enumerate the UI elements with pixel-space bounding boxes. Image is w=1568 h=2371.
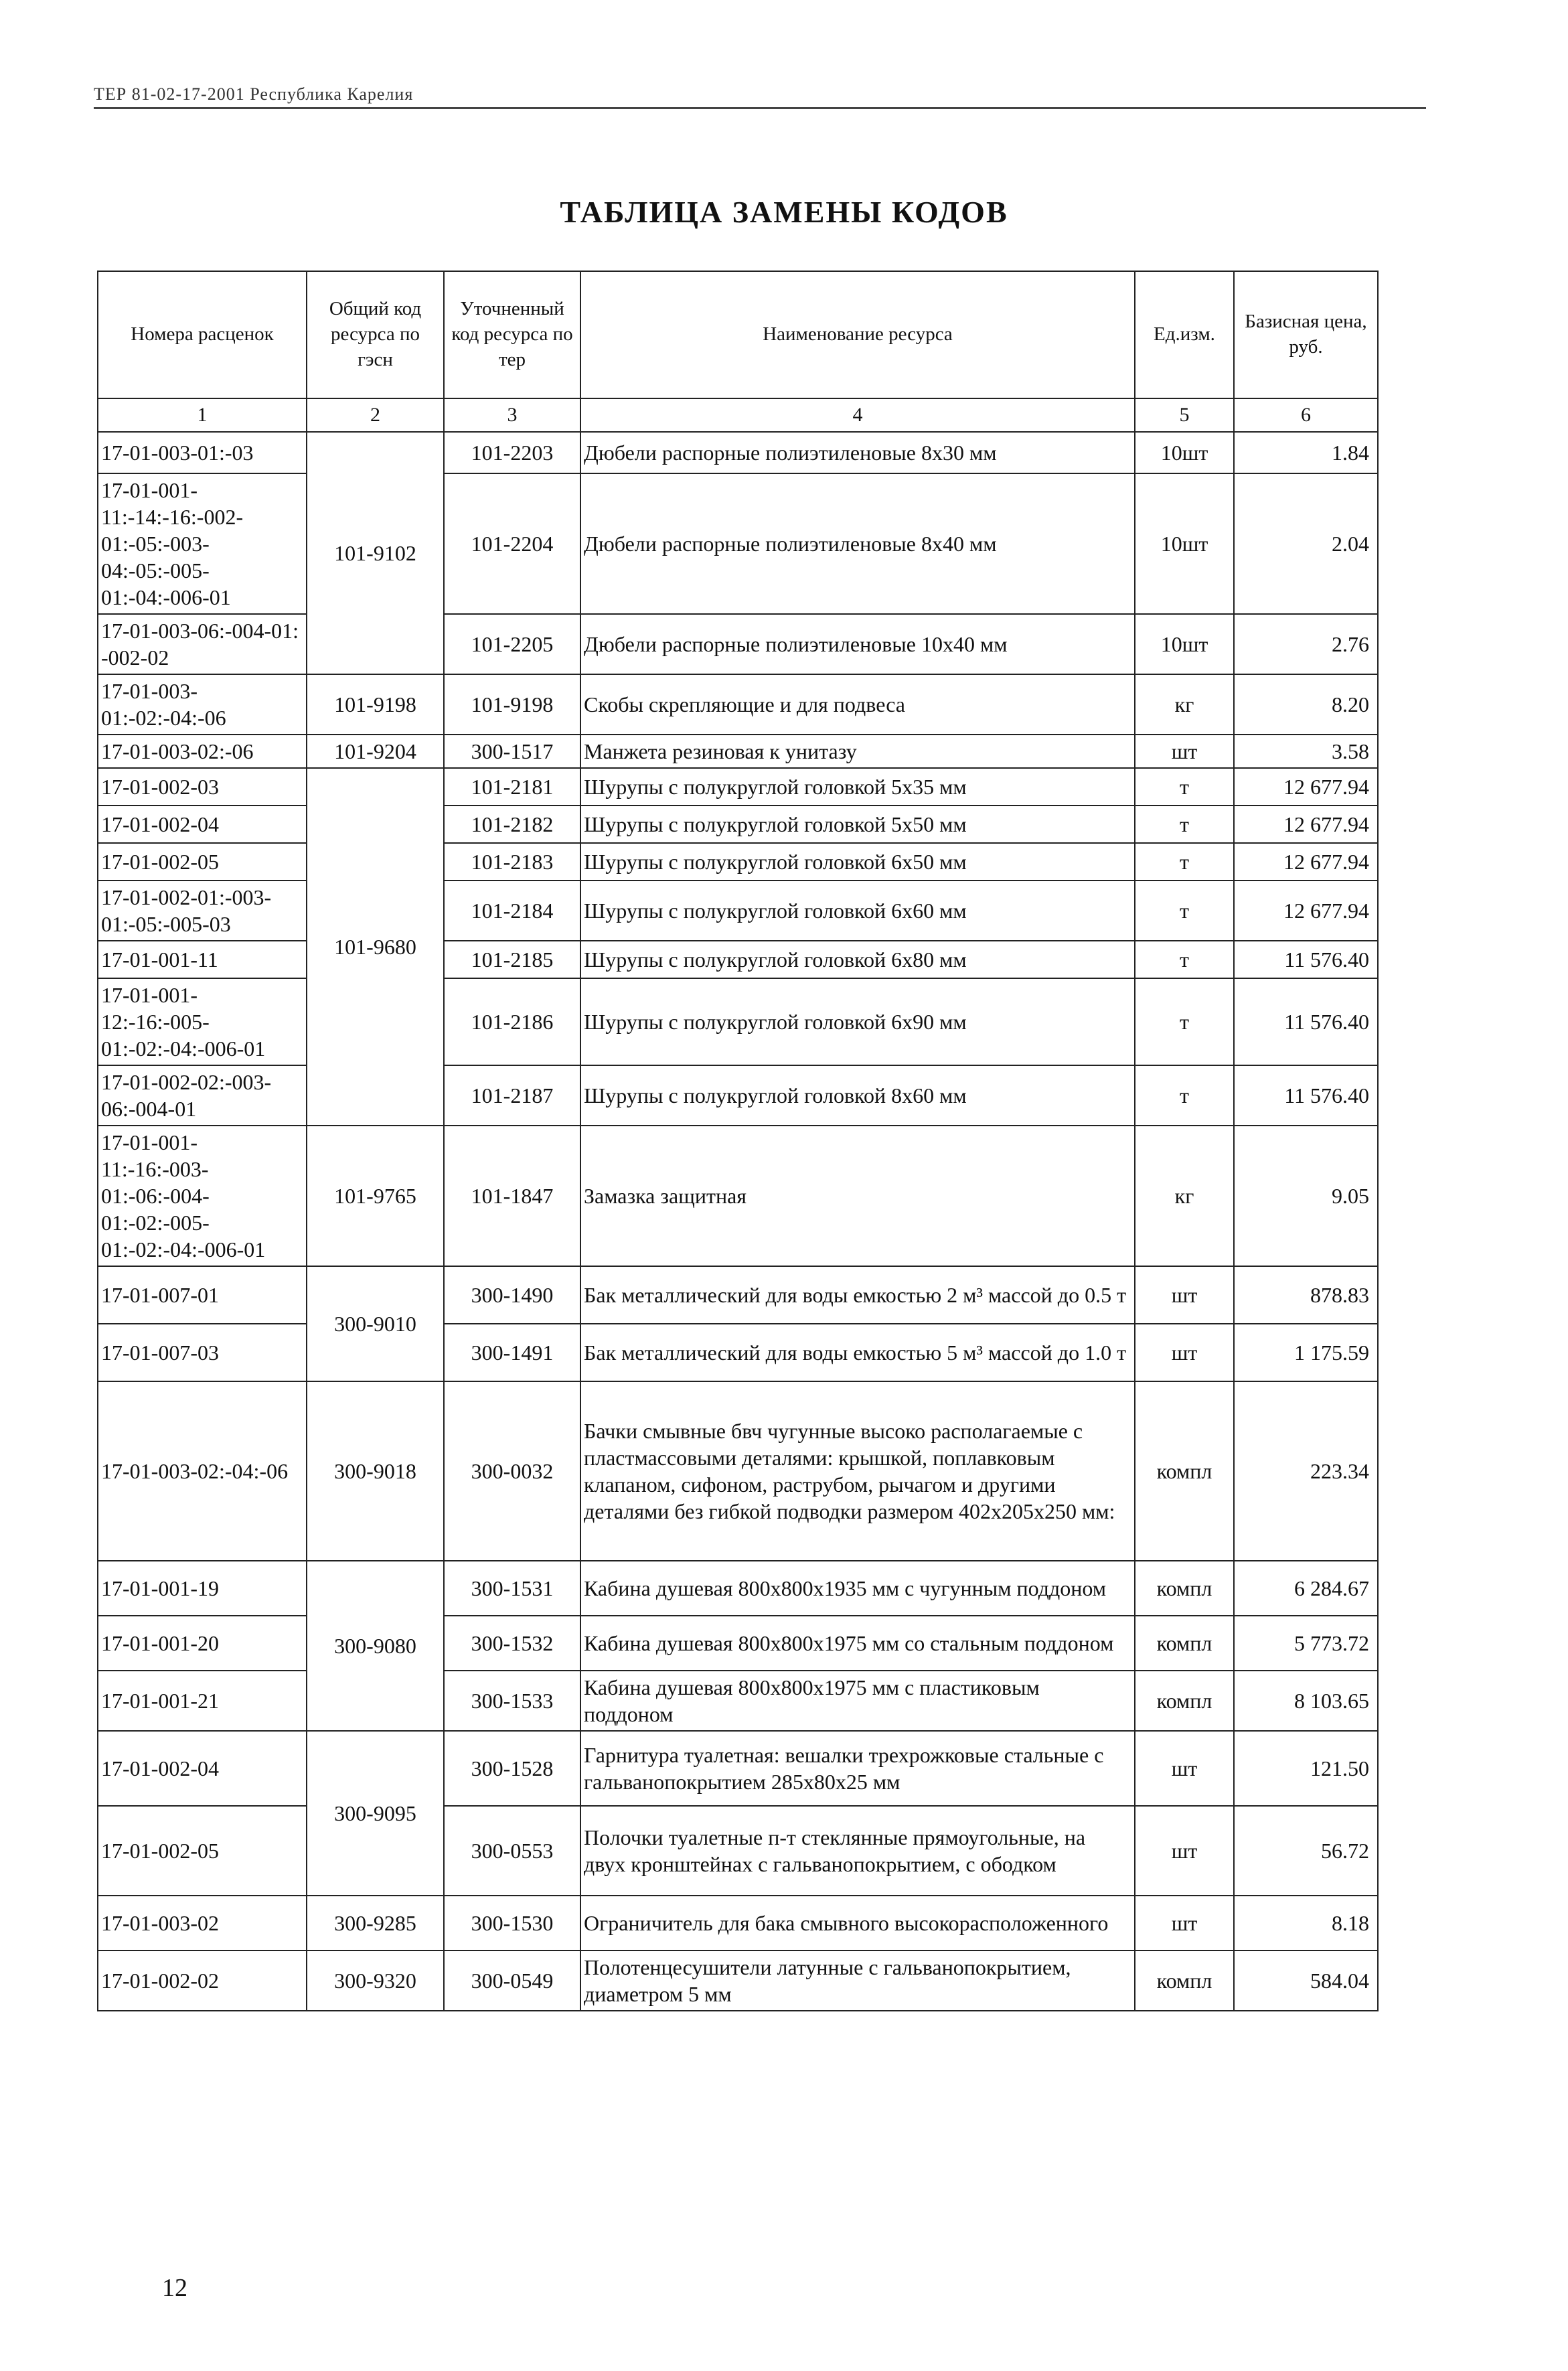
cell-base-price: 12 677.94 [1234,768,1378,806]
cell-rate-numbers: 17-01-007-03 [98,1324,307,1381]
cell-refined-code: 101-2187 [444,1065,580,1126]
cell-refined-code: 300-1517 [444,735,580,768]
table-row [98,1951,1378,2011]
cell-refined-code: 101-2184 [444,881,580,941]
cell-resource-name: Замазка защитная [580,1126,1135,1266]
cell-unit: шт [1135,1266,1234,1324]
cell-resource-name: Полочки туалетные п-т стеклянные прямоугольные, на двух кронштейнах с гальванопокрытием, с ободком [580,1806,1135,1896]
cell-unit: т [1135,941,1234,978]
cell-base-price: 12 677.94 [1234,806,1378,843]
cell-common-code: 300-9095 [307,1731,444,1896]
column-number: 3 [444,398,580,432]
cell-base-price: 3.58 [1234,735,1378,768]
cell-refined-code: 101-2204 [444,473,580,614]
cell-rate-numbers: 17-01-003-01:-03 [98,432,307,473]
cell-refined-code: 101-1847 [444,1126,580,1266]
cell-resource-name: Шурупы с полукруглой головкой 5х35 мм [580,768,1135,806]
cell-rate-numbers: 17-01-002-04 [98,806,307,843]
cell-unit: т [1135,806,1234,843]
table-row [98,1381,1378,1561]
cell-resource-name: Ограничитель для бака смывного высокорасположенного [580,1896,1135,1951]
column-header-refined-code: Уточненный код ресурса по тер [444,271,580,398]
cell-base-price: 11 576.40 [1234,941,1378,978]
cell-unit: кг [1135,674,1234,735]
table-row [98,768,1378,806]
cell-common-code: 101-9102 [307,432,444,674]
column-header-base-price: Базисная цена, руб. [1234,271,1378,398]
table-row [98,1616,1378,1671]
cell-resource-name: Шурупы с полукруглой головкой 5х50 мм [580,806,1135,843]
cell-resource-name: Дюбели распорные полиэтиленовые 8х30 мм [580,432,1135,473]
table-row [98,432,1378,473]
cell-base-price: 12 677.94 [1234,843,1378,881]
cell-rate-numbers: 17-01-001-11 [98,941,307,978]
cell-base-price: 584.04 [1234,1951,1378,2011]
cell-refined-code: 300-0549 [444,1951,580,2011]
column-number: 5 [1135,398,1234,432]
cell-unit: т [1135,843,1234,881]
cell-unit: кг [1135,1126,1234,1266]
cell-resource-name: Шурупы с полукруглой головкой 6х80 мм [580,941,1135,978]
cell-rate-numbers: 17-01-002-01:-003-01:-05:-005-03 [98,881,307,941]
cell-base-price: 11 576.40 [1234,978,1378,1065]
cell-unit: 10шт [1135,473,1234,614]
table-row [98,735,1378,768]
cell-resource-name: Бачки смывные бвч чугунные высоко располагаемые с пластмассовыми деталями: крышкой, поплавковым клапаном, сифоном, раструбом, рычагом и другими деталями без гибкой подводки размером 402х205х250 мм: [580,1381,1135,1561]
cell-rate-numbers: 17-01-003-06:-004-01: -002-02 [98,614,307,674]
cell-base-price: 56.72 [1234,1806,1378,1896]
cell-resource-name: Бак металлический для воды емкостью 2 м³ массой до 0.5 т [580,1266,1135,1324]
cell-unit: т [1135,978,1234,1065]
cell-base-price: 8.20 [1234,674,1378,735]
cell-refined-code: 101-2181 [444,768,580,806]
cell-unit: т [1135,768,1234,806]
cell-resource-name: Полотенцесушители латунные с гальванопокрытием, диаметром 5 мм [580,1951,1135,2011]
cell-resource-name: Кабина душевая 800х800х1975 мм со стальным поддоном [580,1616,1135,1671]
cell-unit: компл [1135,1671,1234,1731]
cell-resource-name: Дюбели распорные полиэтиленовые 8х40 мм [580,473,1135,614]
page-title: ТАБЛИЦА ЗАМЕНЫ КОДОВ [560,195,1008,229]
table-row [98,614,1378,674]
cell-base-price: 8.18 [1234,1896,1378,1951]
cell-refined-code: 101-2186 [444,978,580,1065]
cell-base-price: 6 284.67 [1234,1561,1378,1616]
cell-refined-code: 300-1491 [444,1324,580,1381]
cell-rate-numbers: 17-01-002-04 [98,1731,307,1806]
cell-common-code: 300-9010 [307,1266,444,1381]
column-number: 4 [580,398,1135,432]
cell-base-price: 8 103.65 [1234,1671,1378,1731]
table-row [98,1266,1378,1324]
cell-refined-code: 101-9198 [444,674,580,735]
cell-refined-code: 101-2205 [444,614,580,674]
cell-resource-name: Кабина душевая 800х800х1935 мм с чугунным поддоном [580,1561,1135,1616]
cell-rate-numbers: 17-01-002-02:-003-06:-004-01 [98,1065,307,1126]
table-row [98,1324,1378,1381]
header-rule [94,107,1426,109]
table-row [98,1806,1378,1896]
cell-rate-numbers: 17-01-002-05 [98,1806,307,1896]
column-number: 1 [98,398,307,432]
cell-unit: т [1135,881,1234,941]
cell-refined-code: 300-1532 [444,1616,580,1671]
cell-unit: компл [1135,1561,1234,1616]
cell-refined-code: 300-1490 [444,1266,580,1324]
table-row [98,473,1378,614]
cell-base-price: 2.76 [1234,614,1378,674]
cell-unit: компл [1135,1381,1234,1561]
cell-common-code: 101-9680 [307,768,444,1126]
cell-rate-numbers: 17-01-003-02:-06 [98,735,307,768]
cell-unit: т [1135,1065,1234,1126]
page-number: 12 [162,2274,187,2302]
cell-unit: шт [1135,735,1234,768]
cell-unit: шт [1135,1324,1234,1381]
cell-common-code: 101-9198 [307,674,444,735]
cell-common-code: 101-9765 [307,1126,444,1266]
table-row [98,881,1378,941]
cell-base-price: 5 773.72 [1234,1616,1378,1671]
cell-rate-numbers: 17-01-003-02 [98,1896,307,1951]
table-row [98,1126,1378,1266]
code-replacement-table [97,271,1379,2011]
cell-base-price: 878.83 [1234,1266,1378,1324]
cell-refined-code: 101-2203 [444,432,580,473]
cell-refined-code: 300-1530 [444,1896,580,1951]
column-header-resource-name: Наименование ресурса [580,271,1135,398]
cell-common-code: 101-9204 [307,735,444,768]
cell-resource-name: Шурупы с полукруглой головкой 6х60 мм [580,881,1135,941]
cell-rate-numbers: 17-01-002-05 [98,843,307,881]
cell-resource-name: Шурупы с полукруглой головкой 8х60 мм [580,1065,1135,1126]
table-row [98,1671,1378,1731]
cell-unit: шт [1135,1896,1234,1951]
cell-rate-numbers: 17-01-002-02 [98,1951,307,2011]
cell-common-code: 300-9018 [307,1381,444,1561]
cell-resource-name: Скобы скрепляющие и для подвеса [580,674,1135,735]
cell-unit: компл [1135,1951,1234,2011]
cell-common-code: 300-9320 [307,1951,444,2011]
cell-resource-name: Шурупы с полукруглой головкой 6х90 мм [580,978,1135,1065]
cell-rate-numbers: 17-01-003-01:-02:-04:-06 [98,674,307,735]
column-header-unit: Ед.изм. [1135,271,1234,398]
column-number: 6 [1234,398,1378,432]
cell-rate-numbers: 17-01-001-11:-14:-16:-002-01:-05:-003-04:-05:-005-01:-04:-006-01 [98,473,307,614]
cell-unit: шт [1135,1806,1234,1896]
column-header-rates: Номера расценок [98,271,307,398]
cell-unit: компл [1135,1616,1234,1671]
cell-unit: 10шт [1135,432,1234,473]
column-header-common-code: Общий код ресурса по гэсн [307,271,444,398]
cell-base-price: 223.34 [1234,1381,1378,1561]
cell-unit: шт [1135,1731,1234,1806]
cell-refined-code: 300-1533 [444,1671,580,1731]
table-row [98,1731,1378,1806]
cell-refined-code: 300-1528 [444,1731,580,1806]
cell-resource-name: Кабина душевая 800х800х1975 мм с пластиковым поддоном [580,1671,1135,1731]
table-row [98,941,1378,978]
cell-rate-numbers: 17-01-002-03 [98,768,307,806]
cell-rate-numbers: 17-01-007-01 [98,1266,307,1324]
table-row [98,843,1378,881]
cell-rate-numbers: 17-01-001-19 [98,1561,307,1616]
code-replacement-table-container [97,271,1377,2011]
cell-rate-numbers: 17-01-001-20 [98,1616,307,1671]
cell-common-code: 300-9080 [307,1561,444,1731]
cell-refined-code: 300-1531 [444,1561,580,1616]
cell-base-price: 121.50 [1234,1731,1378,1806]
column-number-row [98,398,1378,432]
cell-refined-code: 101-2185 [444,941,580,978]
cell-base-price: 9.05 [1234,1126,1378,1266]
cell-rate-numbers: 17-01-001-11:-16:-003-01:-06:-004-01:-02:-005-01:-02:-04:-006-01 [98,1126,307,1266]
table-row [98,978,1378,1065]
cell-resource-name: Дюбели распорные полиэтиленовые 10х40 мм [580,614,1135,674]
table-body [98,432,1378,2011]
table-row [98,674,1378,735]
cell-unit: 10шт [1135,614,1234,674]
cell-refined-code: 300-0032 [444,1381,580,1561]
document-reference: ТЕР 81-02-17-2001 Республика Карелия [94,84,414,104]
cell-base-price: 1 175.59 [1234,1324,1378,1381]
cell-refined-code: 300-0553 [444,1806,580,1896]
cell-rate-numbers: 17-01-003-02:-04:-06 [98,1381,307,1561]
header-row [98,271,1378,398]
column-number: 2 [307,398,444,432]
cell-resource-name: Бак металлический для воды емкостью 5 м³ массой до 1.0 т [580,1324,1135,1381]
cell-base-price: 1.84 [1234,432,1378,473]
cell-resource-name: Шурупы с полукруглой головкой 6х50 мм [580,843,1135,881]
cell-base-price: 12 677.94 [1234,881,1378,941]
cell-common-code: 300-9285 [307,1896,444,1951]
table-row [98,1065,1378,1126]
table-row [98,1896,1378,1951]
cell-resource-name: Гарнитура туалетная: вешалки трехрожковые стальные с гальванопокрытием 285х80х25 мм [580,1731,1135,1806]
cell-rate-numbers: 17-01-001-21 [98,1671,307,1731]
cell-resource-name: Манжета резиновая к унитазу [580,735,1135,768]
cell-rate-numbers: 17-01-001-12:-16:-005-01:-02:-04:-006-01 [98,978,307,1065]
table-row [98,1561,1378,1616]
cell-refined-code: 101-2182 [444,806,580,843]
cell-base-price: 11 576.40 [1234,1065,1378,1126]
cell-base-price: 2.04 [1234,473,1378,614]
table-row [98,806,1378,843]
cell-refined-code: 101-2183 [444,843,580,881]
